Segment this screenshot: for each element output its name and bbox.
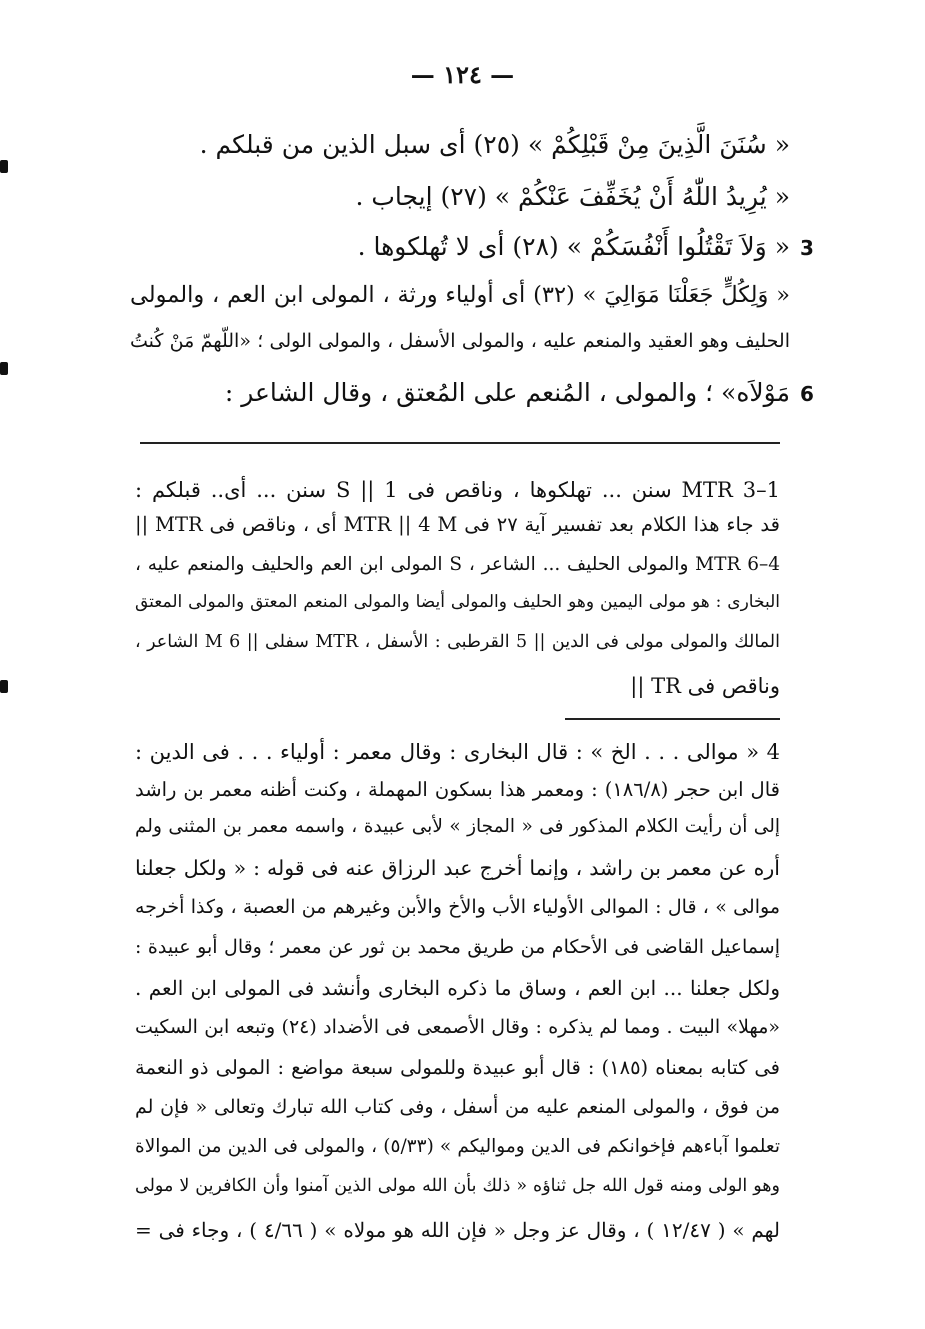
commentary-line: فى كتابه بمعناه (١٨٥) : قال أبو عبيدة وللمولى سبعة مواضع : المولى ذو النعمة <box>135 1056 780 1079</box>
page-number: — ١٢٤ — <box>410 60 515 89</box>
commentary-line: قال ابن حجر (١٨٦/٨) : ومعمر هذا بسكون المهملة ، وكنت أظنه معمر بن راشد <box>135 778 780 801</box>
commentary-line: لهم » ( ١٢/٤٧ ) ، وقال عز وجل « فإن الله هو مولاه » ( ٤/٦٦ ) ، وجاء فى = <box>135 1218 780 1242</box>
commentary-line: 4 « موالى . . . الخ » : قال البخارى : وقال معمر : أولياء . . . فى الدين : <box>135 740 780 764</box>
commentary-line: من فوق ، والمولى المنعم عليه من أسفل ، وفى كتاب الله تبارك وتعالى « فإن لم <box>135 1096 780 1118</box>
apparatus-line: 4–6 MTR والمولى الحليف ... الشاعر ، S المولى ابن العم والحليف والمنعم عليه ، <box>135 554 780 575</box>
apparatus-line: 1–3 MTR سنن ... تهلكوها ، وناقص فى S || 1 سنن ... أى.. قبلكم : <box>135 478 781 502</box>
commentary-line: موالى » ، قال : الموالى الأولياء الأب والأخ والأبن وغيرهم من العصبة ، وكذا أخرجه <box>135 896 780 918</box>
margin-mark <box>0 680 8 693</box>
apparatus-line: المالك والمولى مولى فى الدين || 5 القرطبى : الأسفل ، MTR سفلى || 6 M الشاعر ، <box>135 632 780 652</box>
main-text-line: « وَلِكُلٍّ جَعَلْنَا مَوَالِيَ » (٣٢) أى أولياء ورثة ، المولى ابن العم ، والمولى <box>130 282 790 308</box>
margin-mark <box>0 362 8 375</box>
apparatus-line: قد جاء هذا الكلام بعد تفسير آية ٢٧ فى MTR || 4 M أى ، وناقص فى MTR || <box>135 513 780 536</box>
line-number: 3 <box>800 236 814 260</box>
main-text-line: الحليف وهو العقيد والمنعم عليه ، والمولى الأسفل ، والمولى الولى ؛ «اللّهمّ مَنْ كُنتُ <box>130 330 790 352</box>
commentary-separator <box>565 718 780 720</box>
apparatus-line: وناقص فى TR || <box>630 674 780 698</box>
commentary-line: «مهلا» البيت . ومما لم يذكره : وقال الأصمعى فى الأضداد (٢٤) وتبعه ابن السكيت <box>135 1016 780 1038</box>
commentary-line: أره عن معمر بن راشد ، وإنما أخرج عبد الرزاق عنه فى قوله : « ولكل جعلنا <box>135 856 780 880</box>
margin-mark <box>0 160 8 173</box>
main-text-line: مَوْلاَه» ؛ والمولى ، المُنعم على المُعتق ، وقال الشاعر : <box>224 378 790 407</box>
line-number: 6 <box>800 382 814 406</box>
commentary-line: ولكل جعلنا ... ابن العم ، وساق ما ذكره البخارى وأنشد فى المولى ابن العم . <box>135 976 780 1000</box>
main-text-line: « سُنَنَ الَّذِينَ مِنْ قَبْلِكُمْ » (٢٥) أى سبل الذين من قبلكم . <box>199 130 790 159</box>
apparatus-separator <box>140 442 780 444</box>
main-text-line: « وَلاَ تَقْتُلُوا أَنْفُسَكُمْ » (٢٨) أى لا تُهلكوها . <box>357 232 790 261</box>
commentary-line: وهو الولى ومنه قول الله جل ثناؤه « ذلك بأن الله مولى الذين آمنوا وأن الكافرين لا مولى <box>135 1176 780 1196</box>
main-text-line: « يُرِيدُ اللّٰهُ أَنْ يُخَفِّفَ عَنْكُمْ » (٢٧) إيجاب . <box>355 182 790 211</box>
commentary-line: إلى أن رأيت الكلام المذكور فى « المجاز » لأبى عبيدة ، واسمه معمر بن المثنى ولم <box>135 816 780 837</box>
commentary-line: تعلموا آباءهم فإخوانكم فى الدين ومواليكم » (٥/٣٣) ، والمولى فى الدين من الموالاة <box>135 1136 781 1157</box>
commentary-line: إسماعيل القاضى فى الأحكام من طريق محمد بن ثور عن معمر ؛ وقال أبو عبيدة : <box>135 936 780 958</box>
apparatus-line: البخارى : هو مولى اليمين وهو الحليف والمولى أيضا والمولى المنعم المعتق والمولى المعتق <box>135 592 780 612</box>
